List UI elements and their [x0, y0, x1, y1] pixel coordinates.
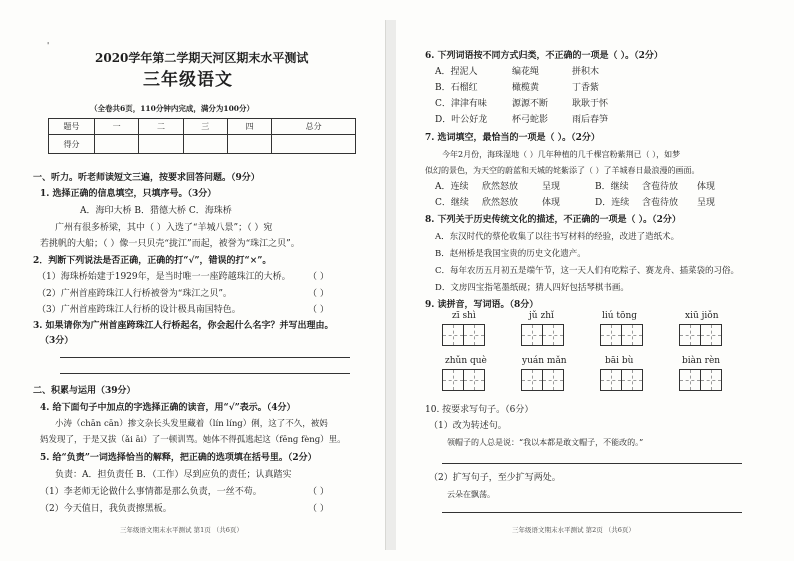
q7-opt-word: 含苞待放 [642, 182, 679, 192]
q6-option-c: C．津津有味 [435, 99, 487, 109]
exam-subject: 三年级语文 [143, 70, 233, 90]
q2-answer-3[interactable]: （ ） [308, 305, 329, 315]
q1-options: A．海印大桥 B．猎德大桥 C．海珠桥 [80, 206, 232, 216]
q6-word: 编花绳 [512, 67, 540, 77]
q7-opt-word: 欣然怒放 [482, 182, 519, 192]
pinyin-label: liú tōnɡ [602, 311, 638, 321]
q8-option-b: B．赵州桥是我国宝贵的历史文化遗产。 [435, 249, 586, 259]
q2-answer-2[interactable]: （ ） [308, 289, 329, 299]
score-table [48, 118, 356, 154]
q1-line1: 广州有很多桥梁，其中（ ）入选了“羊城八景”；（ ）宛 [55, 223, 273, 233]
q5-answer-1[interactable]: （ ） [308, 487, 329, 497]
q10-2-sentence: 云朵在飘荡。 [447, 490, 495, 499]
answer-line[interactable] [442, 463, 742, 464]
q7-opt-word: 呈现 [542, 182, 561, 192]
page-right [397, 0, 794, 561]
q6-option-a: A．捏泥人 [435, 67, 478, 77]
char-grid[interactable] [600, 324, 642, 346]
q5-item2: （2）今天值日，我负责擦黑板。 [40, 504, 172, 514]
q4-line2: 妈发现了，于是又拔（ǎi āi）了一顿训骂。她体不得孤逃起这（fēnɡ fènɡ）里。 [40, 435, 346, 445]
q7-opt-b: B．继续 [595, 182, 629, 192]
stray-mark: ' [47, 41, 50, 50]
q2-item1: （1）海珠桥始建于1929年，是当时唯一一座跨越珠江的大桥。 [37, 272, 291, 282]
q6-option-d: D．叶公好龙 [435, 115, 488, 125]
section1-heading: 一、听力。听老师读短文三遍，按要求回答问题。（9分） [33, 173, 260, 183]
q7-line2: 似幻的景色，为天空的蔚蓝和天城的姹紫添了（ ）了羊城春日最浪漫的画面。 [425, 166, 700, 175]
q7-opt-word: 欣然怒放 [482, 198, 519, 208]
q8-option-a: A．东汉时代的蔡伦收集了以往书写材料的经验，改进了造纸术。 [435, 232, 680, 242]
score-input-cell[interactable] [139, 135, 183, 154]
score-cell: 二 [139, 119, 183, 135]
q6-word: 丁香紫 [572, 83, 600, 93]
q6-word: 雨后春笋 [572, 115, 609, 125]
q2-answer-1[interactable]: （ ） [308, 272, 329, 282]
q1-line2: 若挑帆的大船；（ ）像一只贝壳“拢江”而起，被誉为“珠江之贝”。 [40, 239, 300, 249]
pinyin-label: biàn rèn [682, 356, 721, 366]
char-grid[interactable] [679, 369, 721, 391]
footer-left: 三年级语文期末水平测试 第1页 （共6页） [120, 526, 243, 534]
q6-word: 拼积木 [572, 67, 600, 77]
q7-opt-word: 呈现 [697, 198, 716, 208]
q5-options: 负责：A．担负责任 B．（工作）尽到应负的责任；认真踏实 [55, 470, 292, 480]
score-table-score-row [49, 135, 356, 154]
score-input-cell[interactable] [227, 135, 271, 154]
score-cell: 得分 [49, 135, 95, 154]
footer-right: 三年级语文期末水平测试 第2页 （共6页） [512, 526, 635, 534]
q8-option-c: C．每年农历五月初五是端午节，这一天人们有吃粽子、赛龙舟、插菜袋的习俗。 [435, 266, 740, 276]
score-input-cell[interactable] [183, 135, 227, 154]
q3-score: （3分） [40, 336, 74, 346]
score-cell: 总分 [272, 119, 356, 135]
q4-line1: 小涛（chān cān）掺文杂长头发里藏着（lín líng）俐，这了不久，被妈 [55, 419, 328, 429]
char-grid[interactable] [600, 369, 642, 391]
q4-text: 4. 给下面句子中加点的字选择正确的读音，用“√”表示。（4分） [40, 403, 296, 413]
pinyin-label: jǔ zhǐ [529, 311, 554, 321]
answer-line[interactable] [442, 512, 742, 513]
q6-option-b: B．石榴红 [435, 83, 478, 93]
page-fold [385, 20, 396, 550]
q2-item3: （3）广州首座跨珠江人行桥的设计极具南国特色。 [37, 305, 241, 315]
q6-word: 耿耿于怀 [572, 99, 609, 109]
q7-opt-word: 体现 [542, 198, 561, 208]
answer-line[interactable] [60, 357, 350, 358]
q2-item2: （2）广州首座跨珠江人行桥被誉为“珠江之贝”。 [37, 289, 232, 299]
q7-line1: 今年2月份，海珠湿地（ ）几年种植的几千棵宫粉紫荆已（ ），如梦 [442, 150, 681, 159]
q7-opt-word: 体现 [697, 182, 716, 192]
pinyin-label: zhǔn què [445, 356, 487, 366]
q3-text: 3. 如果请你为广州首座跨珠江人行桥起名，你会起什么名字？并写出理由。 [33, 321, 334, 331]
q6-text: 6. 下列词语按不同方式归类，不正确的一项是（ ）。（2分） [425, 51, 663, 61]
q6-word: 源源不断 [512, 99, 549, 109]
pinyin-label: xiū jiǒn [685, 311, 719, 321]
q10-text: 10. 按要求写句子。（6分） [425, 405, 534, 415]
q8-text: 8. 下列关于历史传统文化的描述，不正确的一项是（ ）。（2分） [425, 215, 681, 225]
q7-text: 7. 选词填空，最恰当的一项是（ ）。（2分） [425, 133, 600, 143]
pinyin-label: yuán mǎn [522, 356, 567, 366]
char-grid[interactable] [442, 369, 484, 391]
q10-2-text: （2）扩写句子，至少扩写两处。 [429, 473, 561, 483]
char-grid[interactable] [442, 324, 484, 346]
pinyin-label: bāi bù [605, 356, 634, 366]
score-input-cell[interactable] [272, 135, 356, 154]
score-cell: 三 [183, 119, 227, 135]
q8-option-d: D．文房四宝指笔墨纸砚；猜人四好包括琴棋书画。 [435, 283, 629, 293]
char-grid[interactable] [521, 369, 563, 391]
score-cell: 题号 [49, 119, 95, 135]
char-grid[interactable] [679, 324, 721, 346]
pinyin-label: zī shì [452, 311, 476, 321]
q7-opt-word: 含苞待放 [642, 198, 679, 208]
exam-title: 2020学年第二学期天河区期末水平测试 [95, 51, 309, 65]
score-table-header-row [49, 119, 356, 135]
q2-text: 2．判断下列说法是否正确，正确的打“√”，错误的打“×”。 [33, 256, 272, 266]
section2-heading: 二、积累与运用（39分） [33, 386, 136, 396]
q9-text: 9. 读拼音，写词语。（8分） [425, 300, 539, 310]
score-cell: 四 [227, 119, 271, 135]
q7-opt-d: D．连续 [595, 198, 630, 208]
char-grid[interactable] [521, 324, 563, 346]
answer-line[interactable] [60, 373, 350, 374]
q7-opt-c: C．继续 [435, 198, 469, 208]
q6-word: 杯弓蛇影 [512, 115, 549, 125]
exam-note: （全卷共6页，110分钟内完成，满分为100分） [90, 104, 255, 113]
q10-1-sentence: 领帽子的人总是说：“我以本都是敢文帽子，不能改的。” [447, 438, 644, 447]
q1-text: 1. 选择正确的信息填空，只填序号。（3分） [40, 189, 217, 199]
q5-item1: （1）李老师无论做什么事情都是那么负责，一丝不苟。 [40, 487, 262, 497]
q6-word: 橄榄黄 [512, 83, 540, 93]
score-cell: 一 [95, 119, 139, 135]
q7-opt-a: A．连续 [435, 182, 469, 192]
score-input-cell[interactable] [95, 135, 139, 154]
q5-text: 5. 给“负责”一词选择恰当的解释，把正确的选项填在括号里。（2分） [40, 453, 317, 463]
q5-answer-2[interactable]: （ ） [308, 504, 329, 514]
q10-1-text: （1）改为转述句。 [429, 421, 507, 431]
